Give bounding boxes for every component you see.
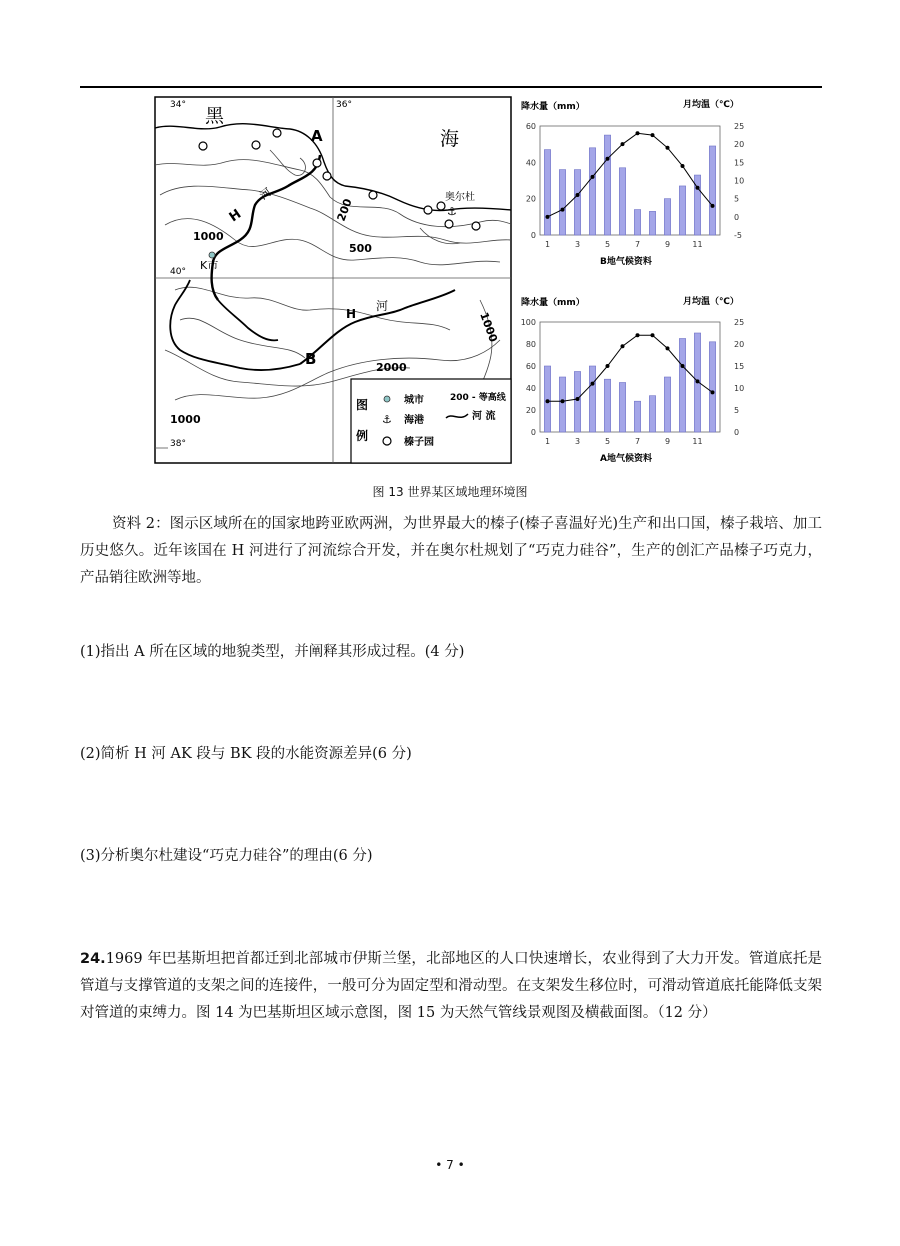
contour-1000-label-a: 1000	[193, 230, 224, 243]
chart-a-bars	[544, 333, 715, 432]
sea-label-right: 海	[440, 128, 460, 150]
chart-b-temp-point-7	[636, 131, 640, 135]
chart-b-temp-point-2	[561, 208, 565, 212]
chart-b-temp-point-5	[606, 157, 610, 161]
chart-a-ylabel: 降水量（mm）	[521, 298, 585, 308]
anchor-icon: ⚓	[447, 205, 457, 218]
chart-a-y2label: 月均温（℃）	[683, 297, 739, 307]
lat-40: 40°	[170, 267, 186, 277]
chart-a-precip-bar-5	[604, 379, 610, 432]
chart-b-precip-bar-1	[544, 150, 550, 235]
chart-b-temperature-polyline	[548, 133, 713, 217]
chart-b-precip-bar-7	[634, 210, 640, 235]
chart-a-precip-bar-7	[634, 401, 640, 432]
chart-b-precip-bar-2	[559, 170, 565, 235]
chart-b-precip-bar-5	[604, 135, 610, 235]
chart-a-y-tick-label: 80	[525, 340, 536, 349]
chart-a-temp-point-2	[561, 399, 565, 403]
point-b-label: B	[305, 350, 317, 368]
chart-b-temp-point-6	[621, 142, 625, 146]
chart-b-y2-tick-label: 20	[734, 140, 745, 150]
chart-a-temp-point-11	[696, 379, 700, 383]
legend-port-icon: ⚓	[382, 413, 392, 426]
question-3: (3)分析奥尔杜建设“巧克力硅谷”的理由(6 分)	[80, 848, 373, 864]
chart-a-temperature-polyline	[548, 335, 713, 401]
chart-b-precip-bar-4	[589, 148, 595, 235]
chart-a-temp-point-12	[711, 390, 715, 394]
chart-b-x-tick-label: 1	[544, 240, 551, 249]
chart-b-temp-point-1	[546, 215, 550, 219]
legend-orchard: 榛子园	[404, 437, 434, 448]
paragraph-material-2: 资料 2：图示区域所在的国家地跨亚欧两洲，为世界最大的榛子(榛子喜温好光)生产和出口国，榛子栽培、加工历史悠久。近年该国在 H 河进行了河流综合开发，并在奥尔杜规划了“巧克力硅谷”，生产的创汇产品榛子巧克力，产品销往欧洲等地。	[80, 516, 822, 586]
chart-b-x-tick-label: 7	[634, 240, 641, 249]
chart-b-precip-bar-10	[679, 186, 685, 235]
chart-a-temp-point-3	[576, 397, 580, 401]
chart-b-y2-tick-label: -5	[734, 231, 742, 240]
chart-a-title: A地气候资料	[600, 454, 652, 464]
chart-a-y2-tick-label: 20	[734, 340, 745, 349]
chart-a-temp-point-4	[591, 382, 595, 386]
chart-b-y2-tick-label: 15	[734, 158, 745, 168]
chart-a-y-tick-label: 40	[525, 384, 536, 393]
chart-b-temp-point-12	[711, 204, 715, 208]
chart-a-y-tick-label: 100	[520, 318, 536, 327]
river-h-label-1: H	[226, 206, 245, 226]
chart-b-title: B地气候资料	[600, 257, 652, 267]
chart-b-precip-bar-3	[574, 170, 580, 235]
chart-a-y-tick-label: 60	[525, 362, 536, 371]
chart-a-temp-point-6	[621, 344, 625, 348]
chart-b-temp-point-4	[591, 175, 595, 179]
legend-city-icon	[384, 396, 390, 402]
chart-a-y2-tick-label: 0	[734, 428, 740, 437]
chart-b-temp-point-3	[576, 193, 580, 197]
chart-b-y2-tick-label: 0	[734, 212, 740, 222]
chart-b-temp-point-8	[651, 133, 655, 137]
chart-b-y-tick-label: 0	[530, 231, 536, 240]
contour-2000-label: 2000	[376, 361, 407, 374]
chart-a-precip-bar-12	[709, 342, 715, 432]
city-icon	[209, 252, 215, 258]
legend-river: 河 流	[472, 411, 496, 422]
climate-chart-a	[521, 295, 744, 464]
figure-caption: 图 13 世界某区域地理环境图	[372, 485, 528, 499]
chart-a-temp-point-1	[546, 399, 550, 403]
lon-36: 36°	[336, 100, 352, 110]
chart-a-temp-point-8	[651, 333, 655, 337]
contour-1000-label-c: 1000	[170, 413, 201, 426]
map	[155, 97, 511, 463]
chart-b-precip-bar-9	[664, 199, 670, 235]
chart-b-bars	[544, 135, 715, 235]
lat-38: 38°	[170, 439, 186, 449]
chart-b-y2-tick-label: 5	[734, 194, 740, 204]
chart-a-x-tick-label: 11	[692, 437, 703, 446]
chart-a-temp-point-9	[666, 346, 670, 350]
chart-a-y2-tick-label: 25	[734, 318, 745, 327]
chart-a-temp-point-10	[681, 364, 685, 368]
legend-city: 城市	[404, 395, 424, 406]
chart-a-temp-point-7	[636, 333, 640, 337]
chart-b-x-tick-label: 9	[664, 240, 671, 249]
chart-b-y2-tick-label: 25	[734, 122, 745, 131]
contour-500-label: 500	[349, 242, 372, 255]
port-city-label: 奥尔杜	[445, 192, 475, 203]
chart-b-y-tick-label: 40	[525, 158, 536, 168]
chart-a-x-tick-label: 3	[574, 437, 581, 446]
chart-b-y-tick-label: 60	[525, 122, 536, 131]
chart-a-precip-bar-4	[589, 366, 595, 432]
chart-a-y2-tick-label: 10	[734, 384, 745, 393]
legend-title-1: 图	[356, 398, 369, 412]
chart-b-x-tick-label: 3	[574, 240, 581, 249]
chart-b-precip-bar-12	[709, 146, 715, 235]
chart-b-x-tick-label: 5	[604, 240, 611, 249]
chart-a-x-tick-label: 1	[544, 437, 551, 446]
legend-contour: 200 - 等高线	[450, 393, 506, 403]
chart-b-temp-point-10	[681, 164, 685, 168]
chart-a-precip-bar-9	[664, 377, 670, 432]
chart-a-x-tick-label: 5	[604, 437, 611, 446]
lat-34: 34°	[170, 100, 186, 110]
question-2: (2)简析 H 河 AK 段与 BK 段的水能资源差异(6 分)	[80, 746, 412, 762]
chart-a-precip-bar-10	[679, 339, 685, 433]
page-number: • 7 •	[435, 1158, 465, 1172]
chart-b-y-tick-label: 20	[525, 194, 536, 204]
contour-200-label: 200	[334, 196, 355, 224]
river-label-2: 河	[376, 299, 389, 313]
chart-b-x-tick-label: 11	[692, 240, 703, 249]
chart-a-y-tick-label: 20	[525, 406, 536, 415]
chart-a-precip-bar-3	[574, 372, 580, 433]
question-1: (1)指出 A 所在区域的地貌类型，并阐释其形成过程。(4 分)	[80, 644, 465, 660]
chart-a-precip-bar-2	[559, 377, 565, 432]
river-label-1: 河	[257, 185, 274, 203]
chart-b-temperature-line	[546, 131, 715, 219]
river-h-label-2: H	[346, 307, 357, 321]
chart-a-x-tick-label: 9	[664, 437, 671, 446]
chart-b-temp-point-9	[666, 146, 670, 150]
chart-b-ylabel: 降水量（mm）	[521, 102, 585, 112]
chart-a-y2-tick-label: 15	[734, 362, 745, 371]
chart-a-precip-bar-8	[649, 396, 655, 432]
question-24	[80, 946, 822, 1027]
chart-a-precip-bar-6	[619, 383, 625, 433]
legend-title-2: 例	[356, 429, 369, 443]
sea-label-left: 黑	[205, 105, 225, 127]
map-legend	[351, 379, 511, 463]
climate-chart-b	[521, 98, 744, 267]
chart-b-precip-bar-8	[649, 211, 655, 235]
legend-port: 海港	[404, 415, 424, 426]
chart-a-temperature-line	[546, 333, 715, 403]
figure-13	[0, 0, 900, 500]
point-a-label: A	[311, 127, 323, 145]
chart-b-temp-point-11	[696, 186, 700, 190]
chart-a-temp-point-5	[606, 364, 610, 368]
legend-orchard-icon	[383, 437, 391, 445]
chart-a-y2-tick-label: 5	[734, 406, 740, 415]
chart-b-y2-tick-label: 10	[734, 176, 745, 186]
question-24-number: 24.	[80, 951, 106, 967]
chart-a-x-tick-label: 7	[634, 437, 641, 446]
contour-1000-label-b: 1000	[477, 310, 500, 344]
chart-a-y-tick-label: 0	[530, 428, 536, 437]
chart-a-precip-bar-1	[544, 366, 550, 432]
chart-b-y2label: 月均温（℃）	[683, 100, 739, 110]
chart-b-precip-bar-6	[619, 168, 625, 235]
city-k-label: K市	[200, 259, 219, 272]
question-24-text: 1969 年巴基斯坦把首都迁到北部城市伊斯兰堡，北部地区的人口快速增长，农业得到了大力开发。管道底托是管道与支撑管道的支架之间的连接件，一般可分为固定型和滑动型。在支架发生移位时，可滑动管道底托能降低支架对管道的束缚力。图 14 为巴基斯坦区域示意图，图 15 为天然气管线景观图及横截面图。（12 分）	[80, 951, 822, 1021]
